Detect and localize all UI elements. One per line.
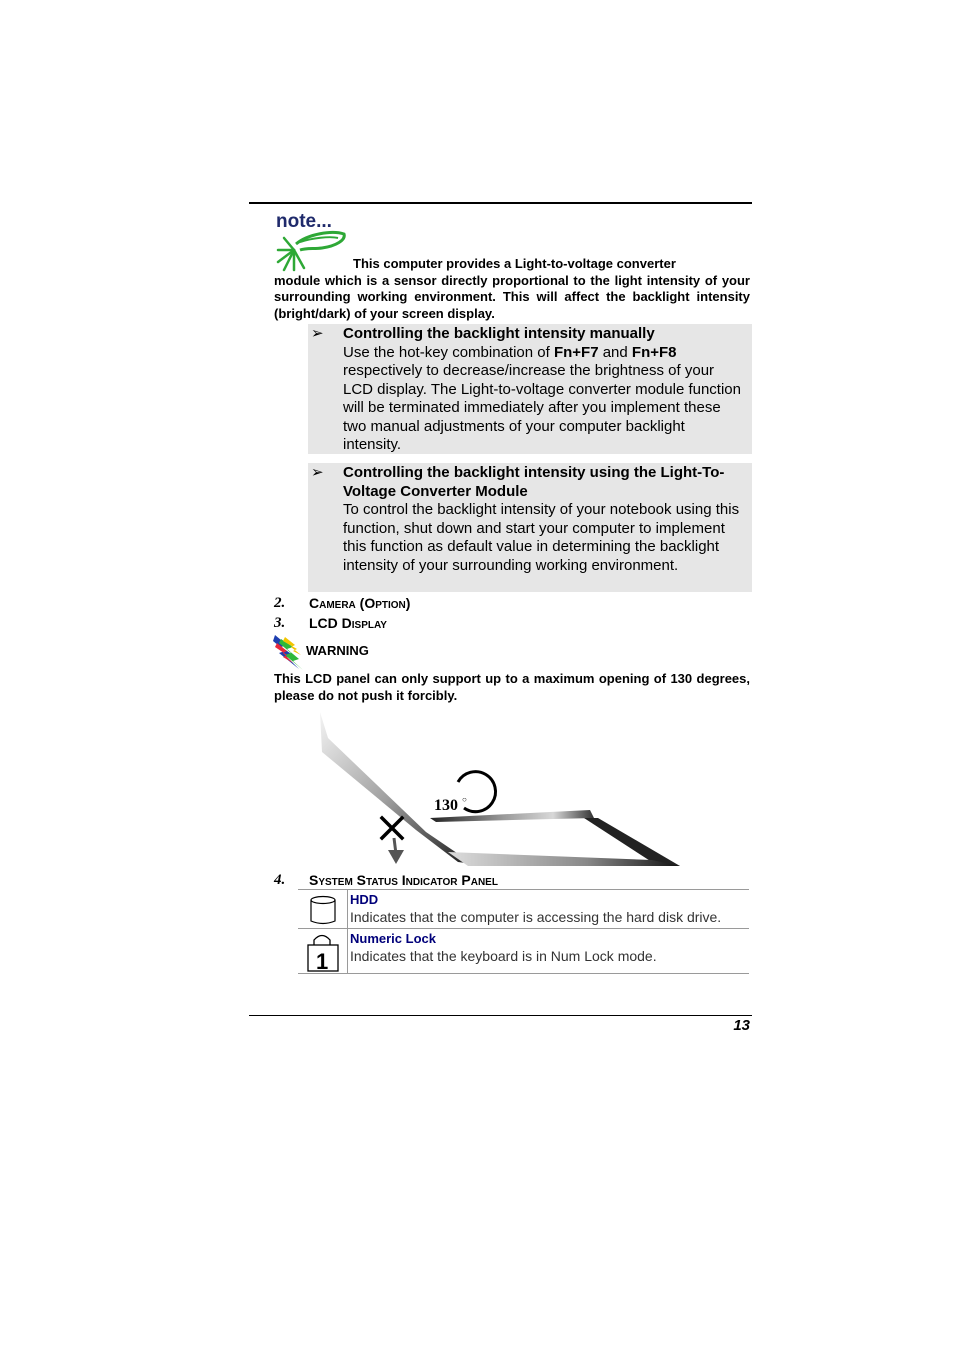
section-title: LCD Display [309,615,387,631]
manual-backlight-text: Use the hot-key combination of [343,343,554,361]
section-title: Camera (Option) [309,595,411,611]
angle-label: 130 [434,797,458,814]
num-lock-icon [298,931,346,973]
section-number: 2. [274,595,286,611]
section-number: 3. [274,615,286,631]
indicator-table [298,889,749,974]
auto-backlight-title: Controlling the backlight intensity using the Light-To-Voltage Converter Module [343,464,725,500]
auto-backlight-text: To control the backlight intensity of your notebook using this function, shut down and start your computer to implement this function as default value in determining the backlight intensity of your surrounding working environment. [343,501,740,574]
auto-backlight-box [308,463,752,592]
arrow-bullet-icon: ➢ [311,325,324,342]
warning-label: WARNING [306,643,369,658]
hotkey-fn-f7: Fn+F7 [553,343,599,361]
rotation-arc-icon [458,772,496,812]
indicator-row-hdd [298,889,749,928]
arrow-bullet-icon: ➢ [311,464,324,481]
section-number: 4. [274,872,286,888]
note-text [274,256,750,322]
prohibited-cross-icon [382,818,402,838]
manual-backlight-box [308,324,752,454]
section-title: System Status Indicator Panel [309,872,498,888]
top-rule [249,202,752,204]
indicator-name: Numeric Lock [350,931,436,946]
page-number: 13 [733,1017,750,1034]
indicator-name: HDD [350,892,379,907]
hdd-icon [298,892,346,928]
indicator-description: Indicates that the computer is accessing the hard disk drive. [350,909,722,925]
manual-backlight-title: Controlling the backlight intensity manually [343,325,655,342]
warning-icon [273,633,305,671]
bottom-rule [249,1015,752,1016]
manual-backlight-text-and: and [598,343,632,361]
svg-text:note...: note... [276,211,332,232]
degree-mark: ○ [462,795,467,804]
indicator-icon-cell [298,929,348,973]
indicator-description: Indicates that the keyboard is in Num Lock mode. [350,948,657,964]
hotkey-fn-f8: Fn+F8 [631,343,677,361]
lcd-lid [320,712,473,864]
lcd-opening-angle-diagram [318,712,682,868]
indicator-row-num-lock [298,928,749,974]
manual-backlight-text-rest: respectively to decrease/increase the brightness of your LCD display. The Light-to-voltage converter module function will be terminated immediately after you implement these two manual adjustments of your computer backlight intensity. [343,362,741,453]
push-down-arrow-icon [388,838,404,864]
warning-text: This LCD panel can only support up to a maximum opening of 130 degrees, please do not push it forcibly. [274,671,750,703]
note-text-rest: module which is a sensor directly proportional to the light intensity of your surrounding working environment. This will affect the backlight intensity (bright/dark) of your screen display. [274,272,750,321]
indicator-icon-cell [298,890,348,928]
note-text-first-line: This computer provides a Light-to-voltage converter [353,256,676,271]
num-lock-digit: 1 [316,949,329,973]
